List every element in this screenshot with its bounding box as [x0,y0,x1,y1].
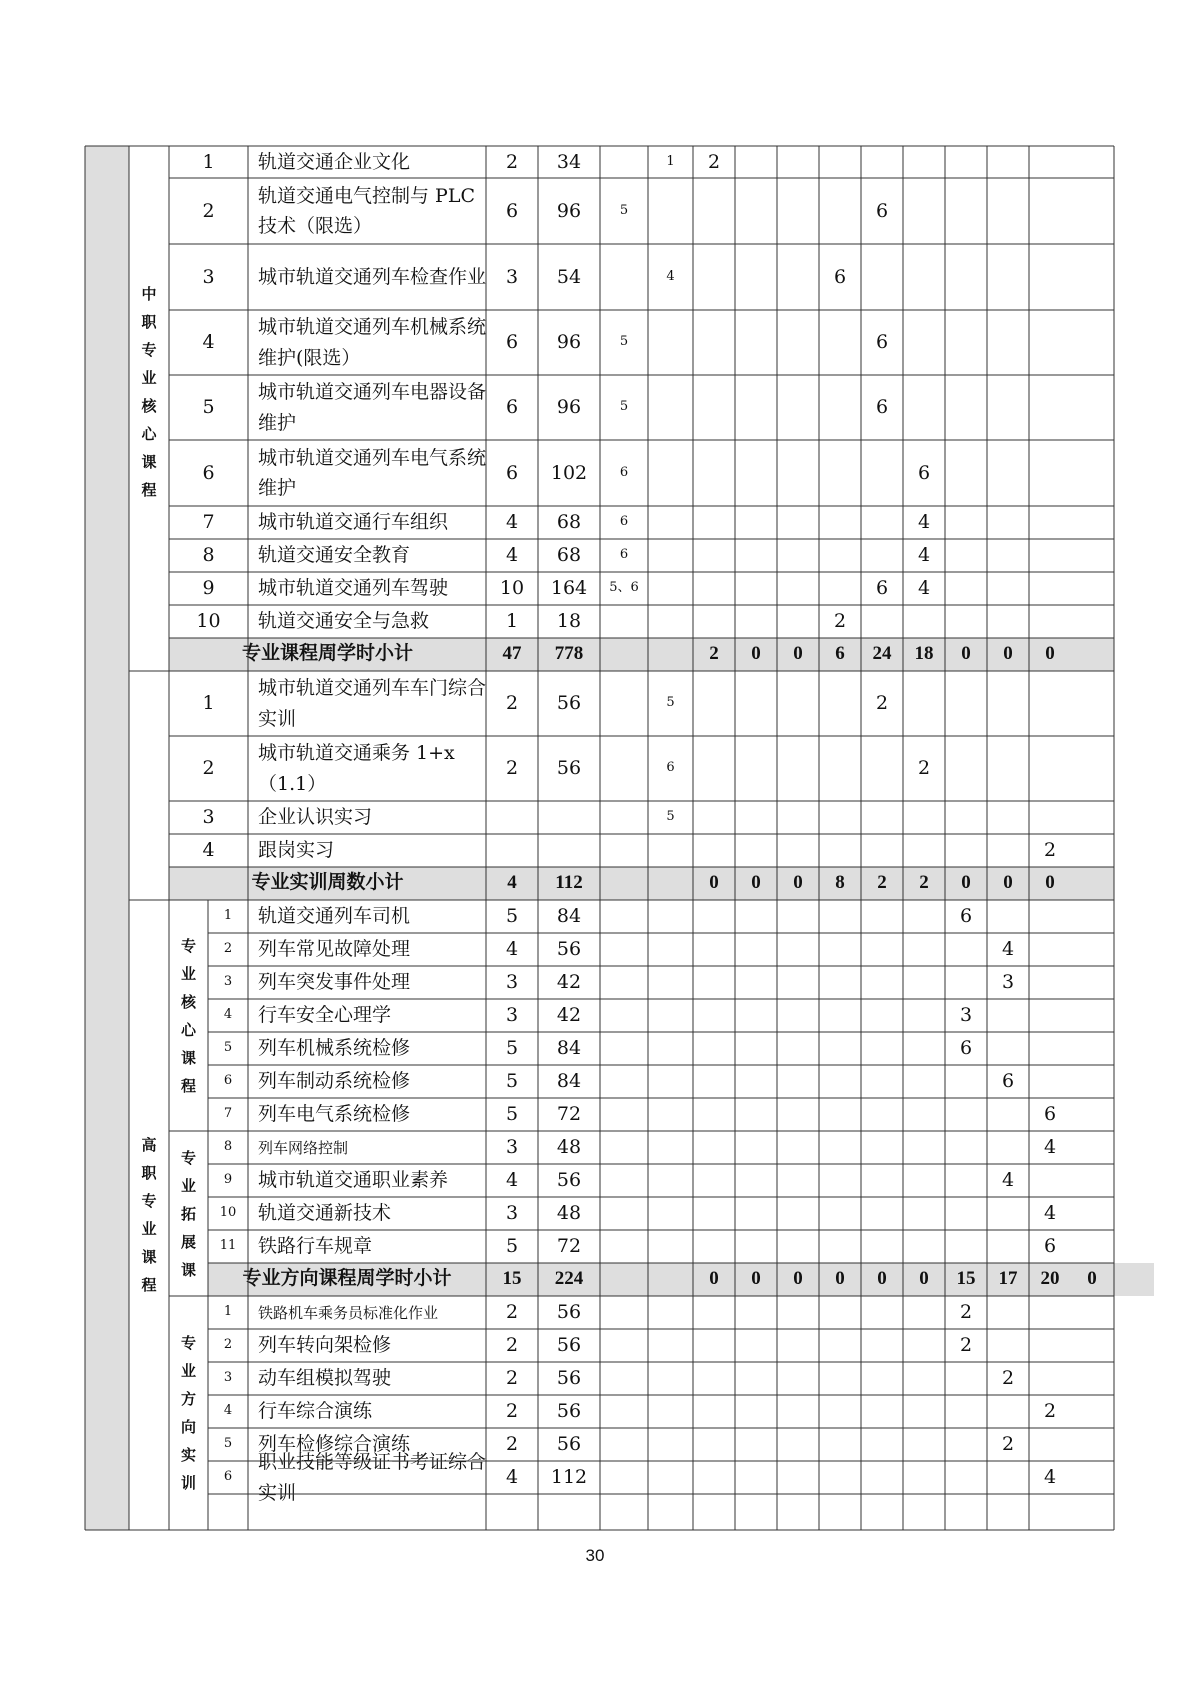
subtotal-term: 6 [835,643,845,665]
course-credit: 2 [505,757,519,780]
term-hours: 4 [1043,1202,1057,1225]
course-credit: 4 [505,1169,519,1192]
page-number: 30 [585,1546,605,1565]
course-name: 列车常见故障处理 [258,938,411,961]
check-term: 6 [666,760,675,776]
subtotal-term: 0 [793,872,803,894]
course-no: 8 [223,1139,233,1155]
course-credit: 3 [505,265,519,288]
term-hours: 6 [959,905,973,928]
course-name: 轨道交通电气控制与 PLC 技术（限选） [258,184,475,237]
course-credit: 4 [505,938,519,961]
exam-term: 5 [619,202,629,218]
section-label-zhongzhi-core-char: 心 [141,425,157,443]
course-credit: 6 [505,396,519,419]
course-credit: 2 [505,150,519,173]
section-label-gaozhi-char: 程 [141,1276,157,1294]
course-hours: 56 [556,1169,582,1192]
subtotal-credit: 47 [502,643,522,665]
course-hours: 56 [556,692,582,715]
course-credit: 3 [505,971,519,994]
course-hours: 56 [556,1367,582,1390]
course-credit: 3 [505,1004,519,1027]
course-name: 城市轨道交通列车驾驶 [258,577,449,600]
course-no: 6 [223,1469,233,1485]
subtotal-term: 0 [835,1268,845,1290]
section-label-gaozhi-core-char: 心 [180,1020,196,1039]
subtotal-term: 0 [751,872,761,894]
course-name: 列车网络控制 [258,1138,349,1157]
course-name: 城市轨道交通列车车门综合实训 [258,677,487,730]
exam-term: 6 [619,547,629,563]
course-hours: 102 [550,461,588,484]
course-credit: 3 [505,1136,519,1159]
term-hours: 3 [1001,971,1015,994]
term-hours: 3 [959,1004,973,1027]
section-label-gaozhi-train-char: 业 [180,1362,196,1380]
term-hours: 2 [1001,1433,1015,1456]
course-hours: 68 [556,511,582,534]
subtotal-term: 2 [919,872,929,894]
course-credit: 2 [505,1433,519,1456]
course-name: 列车机械系统检修 [258,1037,411,1060]
section-label-gaozhi-ext-char: 课 [180,1260,196,1279]
course-no: 9 [223,1172,233,1188]
term-hours: 2 [959,1301,973,1324]
course-no: 2 [202,199,215,222]
term-hours: 4 [917,544,931,567]
course-credit: 5 [505,1235,519,1258]
subtotal-term: 0 [1045,643,1055,665]
term-hours: 2 [707,150,721,173]
exam-term: 5 [619,334,629,350]
course-name: 轨道交通列车司机 [258,905,411,928]
section-label-gaozhi-train-char: 训 [180,1474,196,1492]
subtotal-term: 0 [877,1268,887,1290]
course-name: 铁路行车规章 [258,1235,373,1258]
section-label-gaozhi-char: 专 [141,1192,157,1210]
section-label-gaozhi-train-char: 实 [180,1446,196,1464]
course-no: 3 [202,806,215,829]
course-no: 11 [219,1238,237,1254]
course-no: 2 [202,757,215,780]
course-no: 5 [223,1436,233,1452]
course-hours: 56 [556,757,582,780]
course-hours: 56 [556,1301,582,1324]
course-name: 城市轨道交通乘务 1+x（1.1） [258,742,455,795]
subtotal-term: 0 [961,643,971,665]
course-credit: 2 [505,1367,519,1390]
section-label-gaozhi-train-char: 方 [180,1390,196,1408]
term-hours: 6 [875,577,889,600]
course-credit: 5 [505,1103,519,1126]
subtotal-term: 0 [751,1268,761,1290]
subtotal-hours: 778 [554,643,584,665]
course-name: 列车制动系统检修 [258,1070,411,1093]
course-credit: 5 [505,905,519,928]
exam-term: 6 [619,514,629,530]
term-hours: 4 [1043,1136,1057,1159]
exam-term: 6 [619,464,629,480]
term-hours: 2 [1043,839,1057,862]
term-hours: 4 [917,511,931,534]
course-no: 5 [202,396,215,419]
course-no: 2 [223,1337,233,1353]
course-hours: 84 [556,1070,582,1093]
check-term: 5 [666,809,675,825]
exam-term: 5 [619,399,629,415]
section-label-zhongzhi-core-char: 职 [141,313,157,331]
course-name: 轨道交通新技术 [258,1202,392,1225]
section-label-gaozhi-core-char: 程 [180,1076,196,1095]
subtotal-term: 0 [1087,1268,1097,1290]
subtotal-credit: 4 [507,872,517,894]
subtotal-term: 2 [709,643,719,665]
course-credit: 5 [505,1037,519,1060]
course-hours: 84 [556,1037,582,1060]
course-hours: 48 [556,1202,582,1225]
course-credit: 4 [505,1466,519,1489]
course-name: 轨道交通企业文化 [258,150,411,173]
course-name: 列车突发事件处理 [258,971,411,994]
term-hours: 2 [1043,1400,1057,1423]
term-hours: 2 [875,692,889,715]
course-name: 城市轨道交通列车检查作业 [258,265,487,288]
course-no: 1 [202,150,215,173]
course-hours: 18 [556,610,582,633]
course-credit: 2 [505,1301,519,1324]
course-hours: 164 [550,577,588,600]
section-label-gaozhi-ext-char: 展 [180,1232,196,1251]
course-no: 8 [202,544,215,567]
section-label-gaozhi-core-char: 课 [180,1048,196,1067]
section-label-zhongzhi-core-char: 业 [141,369,157,387]
section-label-gaozhi-ext-char: 专 [180,1148,196,1167]
course-name: 铁路机车乘务员标准化作业 [258,1303,439,1322]
subtotal-hours: 224 [554,1268,584,1290]
course-no: 1 [202,692,215,715]
subtotal-term: 0 [1003,643,1013,665]
subtotal-term: 0 [919,1268,929,1290]
course-hours: 34 [556,150,582,173]
term-hours: 6 [1043,1103,1057,1126]
course-no: 5 [223,1040,233,1056]
course-no: 4 [202,331,215,354]
course-no: 4 [223,1403,233,1419]
section-label-gaozhi-core-char: 业 [180,964,196,983]
course-name: 列车电气系统检修 [258,1103,411,1126]
course-hours: 42 [556,971,582,994]
exam-term: 5、6 [609,580,639,596]
section-label-gaozhi-core-char: 核 [180,992,196,1011]
course-credit: 4 [505,511,519,534]
course-no: 2 [223,941,233,957]
course-credit: 2 [505,1334,519,1357]
subtotal-term: 0 [709,1268,719,1290]
course-name: 列车转向架检修 [258,1334,392,1357]
course-hours: 54 [556,265,582,288]
course-hours: 96 [556,199,582,222]
section-label-gaozhi-train-char: 向 [180,1418,196,1436]
term-hours: 4 [1001,938,1015,961]
term-hours: 6 [833,265,847,288]
section-label-zhongzhi-core-char: 专 [141,341,157,359]
course-no: 3 [223,1370,233,1386]
course-credit: 2 [505,1400,519,1423]
course-hours: 72 [556,1103,582,1126]
section-label-gaozhi-char: 课 [141,1248,157,1266]
check-term: 5 [666,695,675,711]
section-label-gaozhi-char: 业 [141,1220,157,1238]
course-hours: 96 [556,396,582,419]
term-hours: 2 [959,1334,973,1357]
check-term: 1 [666,153,675,169]
course-name: 城市轨道交通列车电器设备维护 [258,381,487,434]
course-hours: 42 [556,1004,582,1027]
term-hours: 2 [917,757,931,780]
section-label-zhongzhi-core-char: 核 [141,397,157,415]
term-hours: 4 [1043,1466,1057,1489]
course-name: 城市轨道交通列车电气系统维护 [258,446,487,499]
term-hours: 6 [875,331,889,354]
subtotal-term: 0 [1003,872,1013,894]
subtotal-term: 15 [956,1268,976,1290]
course-no: 10 [196,610,221,633]
course-credit: 10 [499,577,525,600]
course-name: 企业认识实习 [258,806,373,829]
subtotal-term: 20 [1040,1268,1060,1290]
course-name: 轨道交通安全教育 [258,544,411,567]
section-label-zhongzhi-core-char: 课 [141,453,157,471]
course-no: 6 [202,461,215,484]
section-label-gaozhi-ext-char: 业 [180,1176,196,1195]
course-no: 7 [223,1106,233,1122]
course-hours: 84 [556,905,582,928]
course-no: 3 [202,265,215,288]
course-credit: 1 [505,610,519,633]
course-credit: 6 [505,331,519,354]
course-no: 10 [219,1205,237,1221]
course-credit: 6 [505,199,519,222]
subtotal-credit: 15 [502,1268,522,1290]
course-hours: 56 [556,1334,582,1357]
subtotal-label: 专业实训周数小计 [251,872,404,894]
course-credit: 4 [505,544,519,567]
subtotal-term: 18 [914,643,934,665]
section-label-gaozhi-char: 高 [141,1136,157,1154]
term-hours: 6 [1043,1235,1057,1258]
course-no: 4 [223,1007,233,1023]
course-hours: 96 [556,331,582,354]
course-no: 1 [223,908,233,924]
section-label-gaozhi-core-char: 专 [180,936,196,955]
term-hours: 2 [1001,1367,1015,1390]
course-credit: 6 [505,461,519,484]
course-name: 列车检修综合演练 [258,1433,411,1456]
course-hours: 68 [556,544,582,567]
subtotal-term: 0 [961,872,971,894]
subtotal-term: 0 [793,643,803,665]
course-name: 行车综合演练 [258,1400,373,1423]
course-name: 跟岗实习 [258,839,335,862]
course-credit: 3 [505,1202,519,1225]
course-name: 城市轨道交通列车机械系统维护(限选） [258,316,487,369]
course-name: 动车组模拟驾驶 [258,1367,392,1390]
course-hours: 72 [556,1235,582,1258]
section-label-gaozhi-ext-char: 拓 [180,1204,196,1223]
course-name: 轨道交通安全与急救 [258,610,430,633]
subtotal-term: 24 [872,643,892,665]
subtotal-label: 专业方向课程周学时小计 [242,1268,452,1290]
course-no: 3 [223,974,233,990]
term-hours: 6 [875,396,889,419]
subtotal-label: 专业课程周学时小计 [241,643,413,665]
course-credit: 5 [505,1070,519,1093]
section-label-zhongzhi-core-char: 中 [141,285,157,303]
course-no: 1 [223,1304,233,1320]
course-no: 4 [202,839,215,862]
term-hours: 6 [959,1037,973,1060]
course-no: 6 [223,1073,233,1089]
course-hours: 56 [556,1433,582,1456]
section-label-zhongzhi-core-char: 程 [141,481,157,499]
subtotal-term: 8 [835,872,845,894]
course-hours: 56 [556,938,582,961]
subtotal-term: 0 [1045,872,1055,894]
subtotal-hours: 112 [555,872,583,894]
course-no: 9 [202,577,215,600]
subtotal-term: 2 [877,872,887,894]
course-name: 城市轨道交通职业素养 [258,1169,449,1192]
course-credit: 2 [505,692,519,715]
subtotal-term: 17 [998,1268,1018,1290]
section-label-gaozhi-char: 职 [141,1164,157,1182]
course-hours: 56 [556,1400,582,1423]
term-hours: 4 [1001,1169,1015,1192]
subtotal-term: 0 [709,872,719,894]
course-name: 城市轨道交通行车组织 [258,511,449,534]
section-label-gaozhi-train-char: 专 [180,1334,196,1352]
course-name: 职业技能等级证书考证综合实训 [258,1451,487,1504]
term-hours: 4 [917,577,931,600]
term-hours: 6 [917,461,931,484]
course-hours: 112 [550,1466,588,1489]
subtotal-term: 0 [793,1268,803,1290]
subtotal-term: 0 [751,643,761,665]
check-term: 4 [666,268,675,284]
course-name: 行车安全心理学 [258,1004,392,1027]
term-hours: 6 [1001,1070,1015,1093]
course-hours: 48 [556,1136,582,1159]
term-hours: 6 [875,199,889,222]
course-no: 7 [202,511,215,534]
term-hours: 2 [833,610,847,633]
